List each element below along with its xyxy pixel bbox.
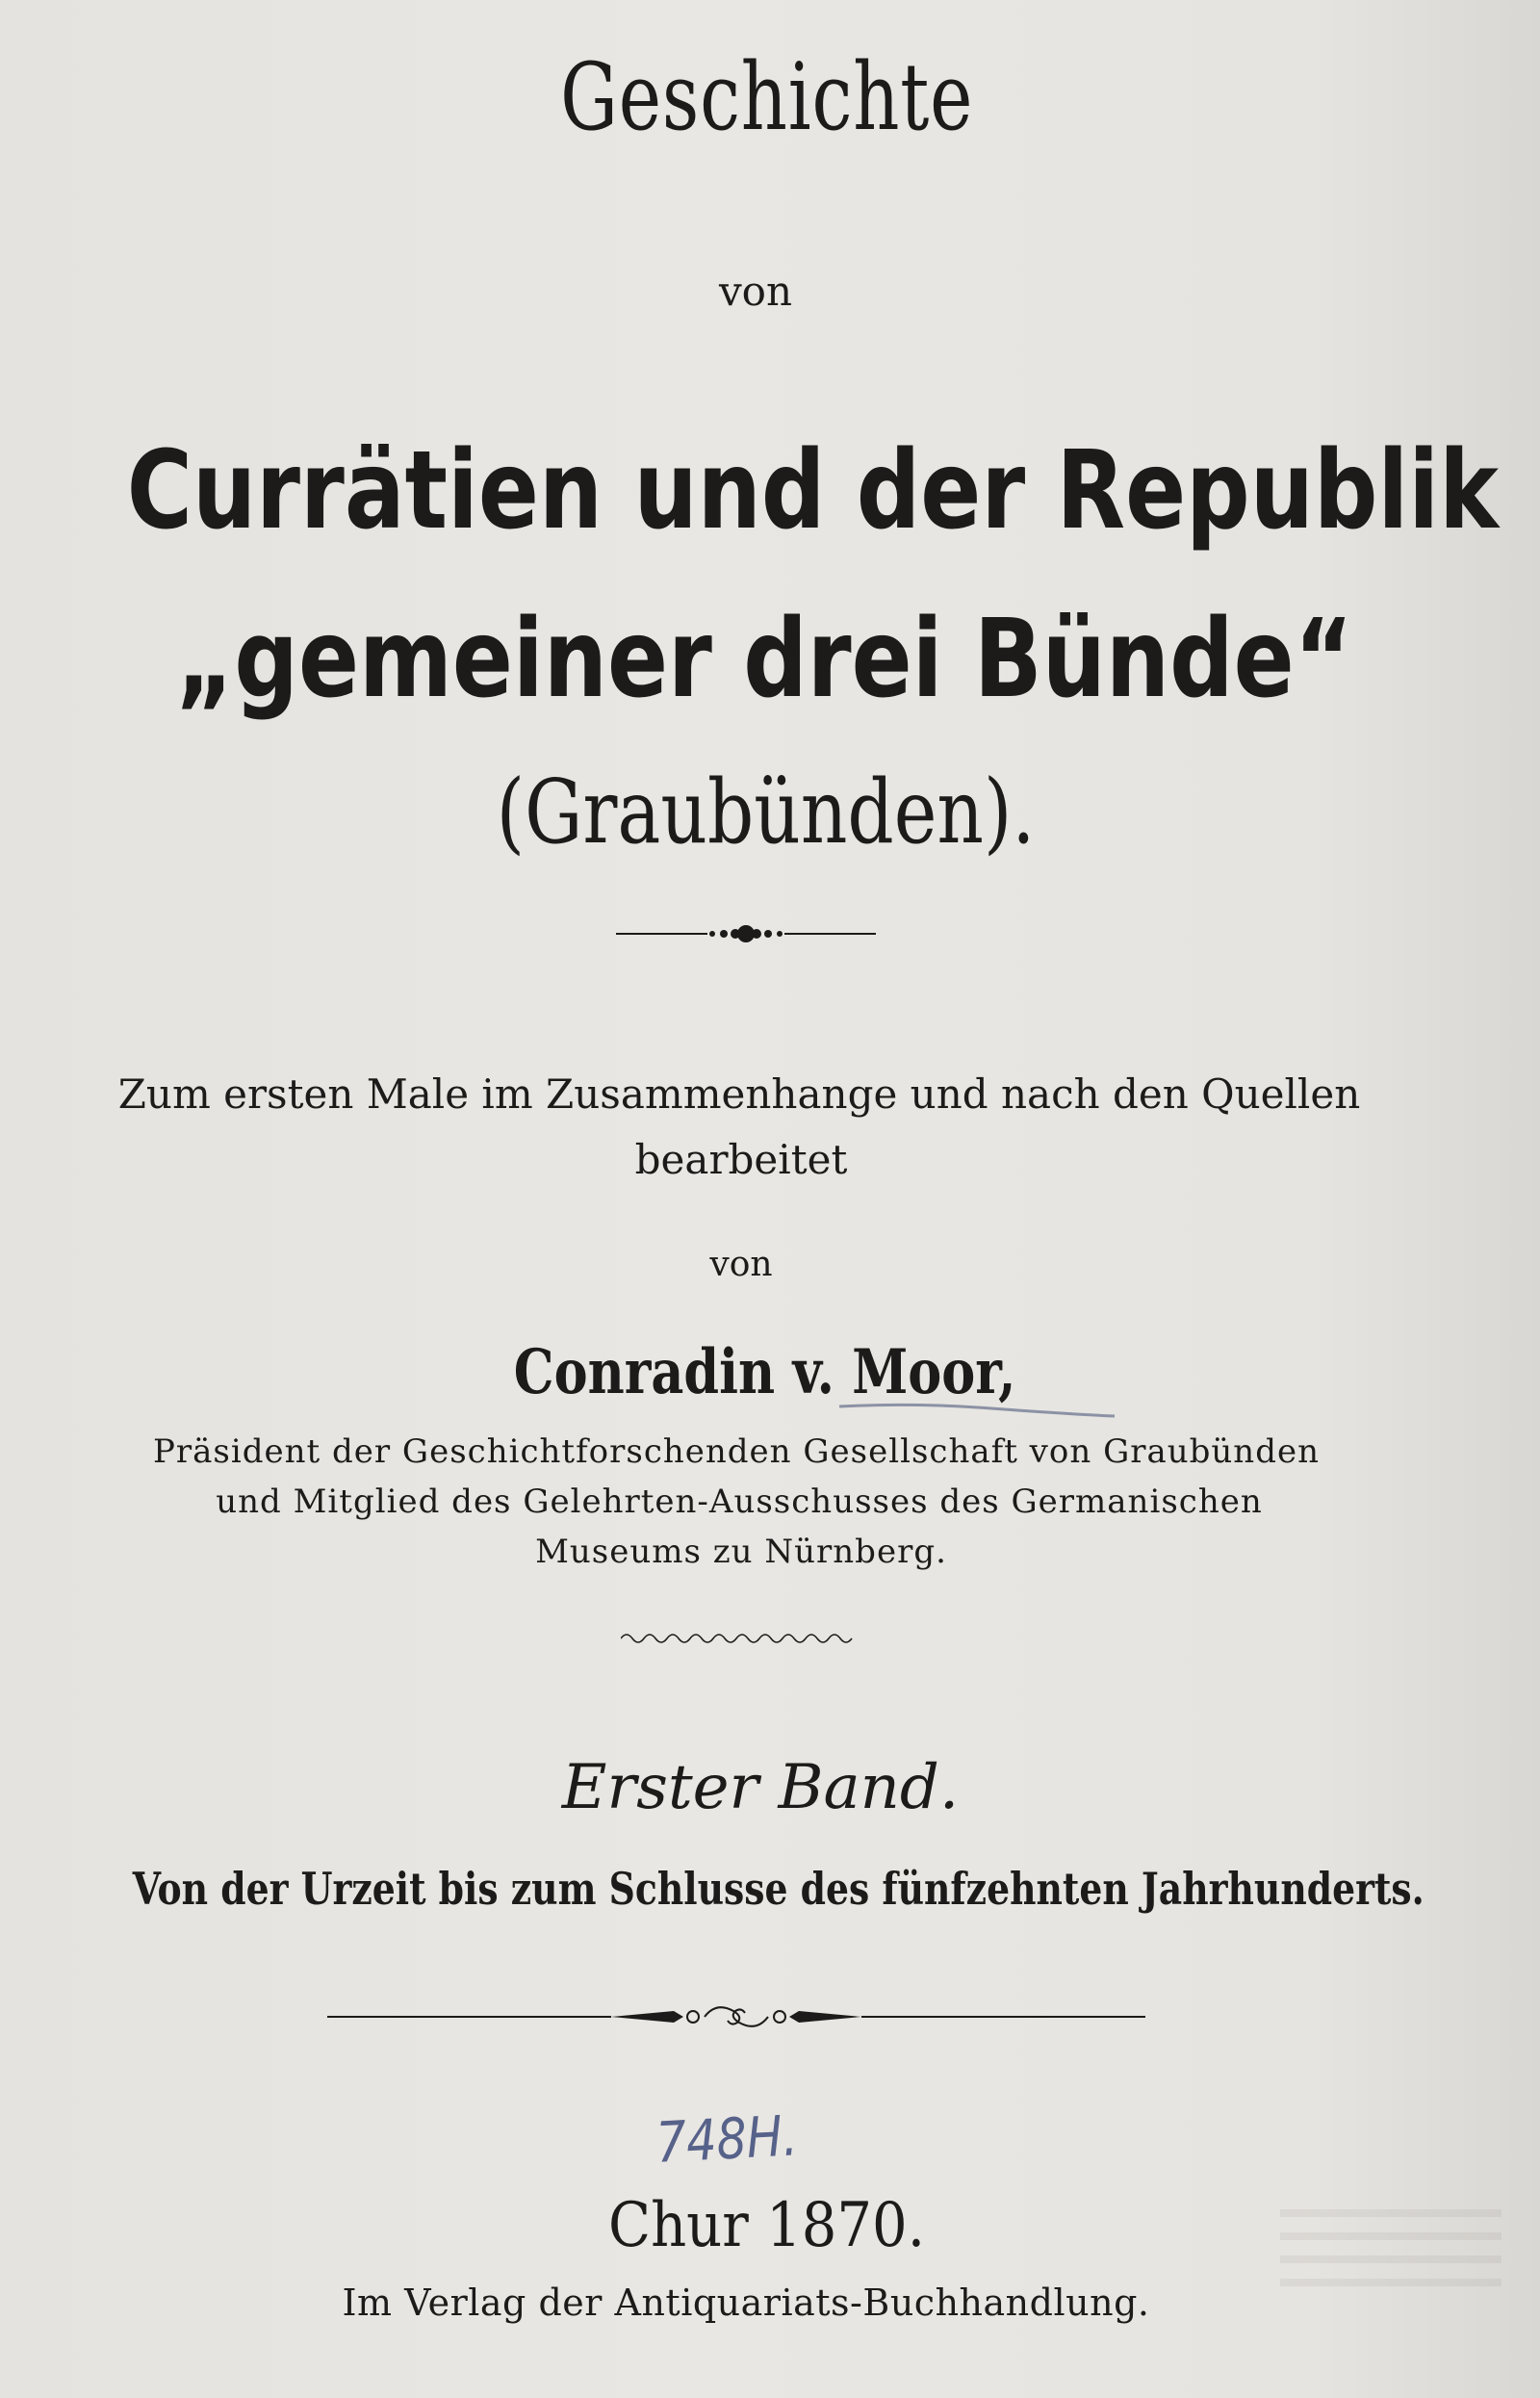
ornament-divider-2 bbox=[327, 1998, 1145, 2036]
affiliation-line-3: Museums zu Nürnberg. bbox=[535, 1533, 947, 1571]
von-line-1: von bbox=[718, 268, 793, 315]
von-line-2: von bbox=[709, 1245, 773, 1284]
heading-line-2: „gemeiner drei Bünde“ bbox=[175, 597, 1353, 722]
handwritten-shelf-mark: 748H. bbox=[654, 2102, 800, 2176]
heading-line-3: (Graubünden). bbox=[496, 761, 1036, 864]
heading-line-1: Currätien und der Republik bbox=[126, 428, 1499, 554]
affiliation-line-1: Präsident der Geschichtforschenden Gesellschaft von Graubünden bbox=[153, 1432, 1320, 1471]
subtitle-line-2: bearbeitet bbox=[634, 1136, 848, 1183]
ornament-divider-1 bbox=[616, 919, 876, 948]
volume-label: Erster Band. bbox=[561, 1752, 960, 1823]
subtitle-line-1: Zum ersten Male im Zusammenhange und nach den Quellen bbox=[117, 1070, 1361, 1118]
pencil-underline bbox=[837, 1399, 1116, 1424]
place-and-year: Chur 1870. bbox=[607, 2190, 926, 2261]
author-name: Conradin v. Moor, bbox=[513, 1336, 1016, 1408]
publisher-line: Im Verlag der Antiquariats-Buchhandlung. bbox=[342, 2282, 1150, 2324]
affiliation-line-2: und Mitglied des Gelehrten-Ausschusses des Germanischen bbox=[216, 1483, 1263, 1521]
book-title: Geschichte bbox=[560, 43, 974, 151]
wavy-divider bbox=[621, 1627, 857, 1650]
volume-subtitle: Von der Urzeit bis zum Schlusse des fünfzehnten Jahrhunderts. bbox=[132, 1863, 1424, 1915]
